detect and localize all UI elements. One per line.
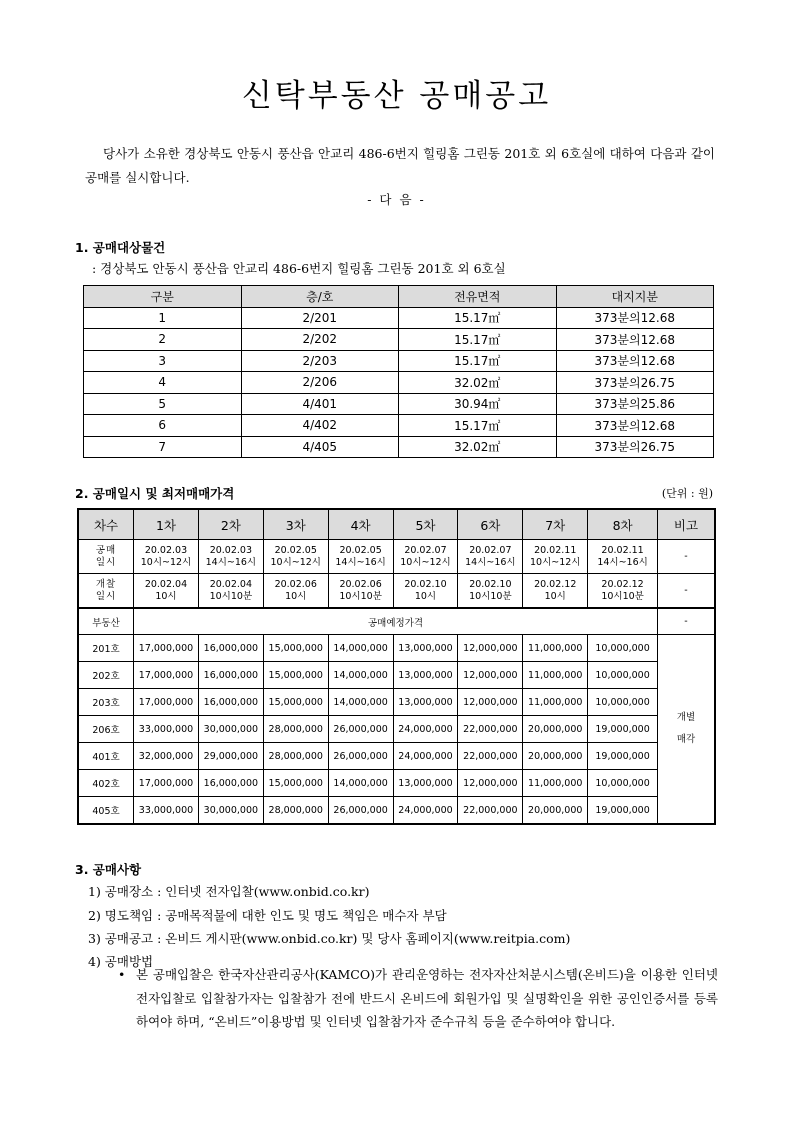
table-cell: 3 xyxy=(84,350,242,372)
price-cell: 20,000,000 xyxy=(523,743,588,770)
col-header: 차수 xyxy=(78,509,134,540)
col-header: 7차 xyxy=(523,509,588,540)
list-item: 4) 공매방법 xyxy=(88,954,154,969)
schedule-cell xyxy=(393,574,458,609)
price-cell: 15,000,000 xyxy=(263,689,328,716)
price-cell: 10,000,000 xyxy=(588,635,658,662)
unit-label: 405호 xyxy=(78,797,134,825)
table-row xyxy=(84,307,714,329)
schedule-time: 10시 xyxy=(544,590,566,602)
price-cell: 24,000,000 xyxy=(393,797,458,825)
table-row xyxy=(84,415,714,437)
schedule-time: 10시10분 xyxy=(469,590,512,602)
schedule-time: 14시~16시 xyxy=(335,556,386,568)
price-cell: 24,000,000 xyxy=(393,743,458,770)
note-cell: - xyxy=(657,540,715,574)
schedule-cell xyxy=(523,574,588,609)
table-cell: 4/402 xyxy=(241,415,399,437)
table-cell: 32.02㎡ xyxy=(399,372,557,394)
price-cell: 14,000,000 xyxy=(328,635,393,662)
table-row xyxy=(78,635,715,662)
schedule-time: 14시~16시 xyxy=(597,556,648,568)
unit-label: 401호 xyxy=(78,743,134,770)
price-cell: 10,000,000 xyxy=(588,689,658,716)
col-header: 비고 xyxy=(657,509,715,540)
price-cell: 33,000,000 xyxy=(134,797,199,825)
price-cell: 22,000,000 xyxy=(458,716,523,743)
table-row xyxy=(84,372,714,394)
table-cell: 2 xyxy=(84,329,242,351)
price-cell: 15,000,000 xyxy=(263,770,328,797)
table-cell: 373분의26.75 xyxy=(556,436,714,458)
schedule-date: 20.02.04 xyxy=(209,578,253,590)
schedule-time: 10시~12시 xyxy=(140,556,192,568)
price-cell: 11,000,000 xyxy=(523,689,588,716)
price-cell: 15,000,000 xyxy=(263,635,328,662)
price-cell: 11,000,000 xyxy=(523,662,588,689)
list-item: 1) 공매장소 : 인터넷 전자입찰(www.onbid.co.kr) xyxy=(88,884,370,899)
table-cell: 4/401 xyxy=(241,393,399,415)
price-cell: 12,000,000 xyxy=(458,770,523,797)
price-cell: 22,000,000 xyxy=(458,797,523,825)
price-cell: 29,000,000 xyxy=(198,743,263,770)
schedule-cell xyxy=(263,540,328,574)
schedule-date: 20.02.12 xyxy=(534,578,577,590)
price-cell: 30,000,000 xyxy=(198,716,263,743)
schedule-cell xyxy=(198,574,263,609)
dageum-label: - 다 음 - xyxy=(367,192,426,207)
bullet-text: 본 공매입찰은 한국자산관리공사(KAMCO)가 관리운영하는 전자자산처분시스템(온비드)을 이용한 인터넷 전자입찰로 입찰참가자는 입찰참가 전에 반드시 온비드에 회원가입 및 실명확인을 위한 공인인증서를 등록하여야 하며, “온비드”이용방법 및 인터넷 입찰참가자 준수규칙 등을 준수하여야 합니다. xyxy=(136,967,718,1029)
table-row xyxy=(84,393,714,415)
price-cell: 15,000,000 xyxy=(263,662,328,689)
price-cell: 12,000,000 xyxy=(458,662,523,689)
table-cell: 6 xyxy=(84,415,242,437)
price-cell: 32,000,000 xyxy=(134,743,199,770)
table-cell: 373분의25.86 xyxy=(556,393,714,415)
schedule-time: 10시10분 xyxy=(209,590,253,602)
table-cell: 15.17㎡ xyxy=(399,350,557,372)
col-header: 8차 xyxy=(588,509,658,540)
table-cell: 373분의12.68 xyxy=(556,415,714,437)
price-cell: 26,000,000 xyxy=(328,716,393,743)
section2-heading: 2. 공매일시 및 최저매매가격 xyxy=(75,486,235,501)
schedule-time: 10시 xyxy=(414,590,437,602)
price-cell: 11,000,000 xyxy=(523,635,588,662)
table-cell: 7 xyxy=(84,436,242,458)
auction-schedule-row xyxy=(78,540,715,574)
price-table xyxy=(77,508,716,825)
schedule-time: 10시~12시 xyxy=(529,556,581,568)
table-cell: 32.02㎡ xyxy=(399,436,557,458)
table-row xyxy=(78,797,715,825)
schedule-date: 20.02.03 xyxy=(144,544,188,556)
price-cell: 16,000,000 xyxy=(198,662,263,689)
price-cell: 13,000,000 xyxy=(393,635,458,662)
section1-address: : 경상북도 안동시 풍산읍 안교리 486-6번지 힐링홈 그린동 201호 외 6호실 xyxy=(92,261,506,276)
schedule-cell xyxy=(393,540,458,574)
schedule-time: 14시~16시 xyxy=(465,556,516,568)
col-header: 5차 xyxy=(393,509,458,540)
table-cell: 15.17㎡ xyxy=(399,329,557,351)
schedule-date: 20.02.10 xyxy=(469,578,512,590)
price-cell: 11,000,000 xyxy=(523,770,588,797)
schedule-time: 10시10분 xyxy=(601,590,644,602)
col-header: 6차 xyxy=(458,509,523,540)
price-subheader-row xyxy=(78,608,715,635)
schedule-cell xyxy=(134,574,199,609)
price-cell: 20,000,000 xyxy=(523,716,588,743)
table-cell: 373분의12.68 xyxy=(556,307,714,329)
price-cell: 16,000,000 xyxy=(198,770,263,797)
table-row xyxy=(78,689,715,716)
table-cell: 2/203 xyxy=(241,350,399,372)
price-cell: 12,000,000 xyxy=(458,635,523,662)
section1-heading: 1. 공매대상물건 xyxy=(75,240,166,255)
note-cell: - xyxy=(657,608,715,635)
schedule-cell xyxy=(458,574,523,609)
schedule-cell xyxy=(458,540,523,574)
table-row xyxy=(84,350,714,372)
table-row xyxy=(78,770,715,797)
price-cell: 10,000,000 xyxy=(588,662,658,689)
section3-heading: 3. 공매사항 xyxy=(75,862,142,877)
table-row xyxy=(84,329,714,351)
price-cell: 14,000,000 xyxy=(328,662,393,689)
unit-label: 206호 xyxy=(78,716,134,743)
row-label-line: 개찰 xyxy=(95,578,117,590)
price-cell: 33,000,000 xyxy=(134,716,199,743)
schedule-date: 20.02.11 xyxy=(534,544,577,556)
col-header: 층/호 xyxy=(241,286,399,308)
row-label: 부동산 xyxy=(78,608,134,635)
price-cell: 12,000,000 xyxy=(458,689,523,716)
bullet-paragraph xyxy=(118,963,718,1034)
schedule-cell xyxy=(588,574,658,609)
unit-label: (단위 : 원) xyxy=(661,487,713,500)
price-cell: 14,000,000 xyxy=(328,770,393,797)
price-cell: 13,000,000 xyxy=(393,770,458,797)
row-label-line: 일시 xyxy=(95,590,117,602)
unit-label: 201호 xyxy=(78,635,134,662)
col-header: 대지지분 xyxy=(556,286,714,308)
price-cell: 28,000,000 xyxy=(263,716,328,743)
col-header: 2차 xyxy=(198,509,263,540)
schedule-time: 10시~12시 xyxy=(400,556,451,568)
schedule-date: 20.02.11 xyxy=(601,544,644,556)
table-cell: 1 xyxy=(84,307,242,329)
price-cell: 16,000,000 xyxy=(198,689,263,716)
schedule-time: 14시~16시 xyxy=(205,556,257,568)
schedule-cell xyxy=(134,540,199,574)
price-cell: 22,000,000 xyxy=(458,743,523,770)
row-label xyxy=(78,540,134,574)
price-cell: 24,000,000 xyxy=(393,716,458,743)
list-item: 2) 명도책임 : 공매목적물에 대한 인도 및 명도 책임은 매수자 부담 xyxy=(88,908,447,923)
bullet-icon: • xyxy=(118,967,126,982)
schedule-date: 20.02.12 xyxy=(601,578,644,590)
row-label-line: 공매 xyxy=(95,544,117,556)
unit-label: 402호 xyxy=(78,770,134,797)
table-cell: 4 xyxy=(84,372,242,394)
table-cell: 15.17㎡ xyxy=(399,415,557,437)
table-cell: 5 xyxy=(84,393,242,415)
price-note-line: 개별 xyxy=(676,712,696,723)
property-table-header xyxy=(84,286,714,308)
price-cell: 26,000,000 xyxy=(328,797,393,825)
price-cell: 30,000,000 xyxy=(198,797,263,825)
row-label xyxy=(78,574,134,609)
table-cell: 373분의12.68 xyxy=(556,329,714,351)
schedule-date: 20.02.03 xyxy=(209,544,253,556)
table-cell: 2/206 xyxy=(241,372,399,394)
schedule-date: 20.02.10 xyxy=(404,578,447,590)
price-cell: 17,000,000 xyxy=(134,635,199,662)
table-cell: 373분의26.75 xyxy=(556,372,714,394)
row-label-line: 일시 xyxy=(95,556,117,568)
table-row xyxy=(84,436,714,458)
price-cell: 19,000,000 xyxy=(588,716,658,743)
price-note-line: 매각 xyxy=(676,734,696,745)
schedule-cell xyxy=(328,574,393,609)
page-title: 신탁부동산 공매공고 xyxy=(241,78,552,114)
price-cell: 20,000,000 xyxy=(523,797,588,825)
schedule-time: 10시10분 xyxy=(339,590,382,602)
schedule-cell xyxy=(263,574,328,609)
price-cell: 13,000,000 xyxy=(393,662,458,689)
table-row xyxy=(78,662,715,689)
table-cell: 373분의12.68 xyxy=(556,350,714,372)
schedule-cell xyxy=(523,540,588,574)
table-cell: 2/202 xyxy=(241,329,399,351)
schedule-cell xyxy=(588,540,658,574)
schedule-cell xyxy=(328,540,393,574)
schedule-date: 20.02.06 xyxy=(339,578,382,590)
schedule-date: 20.02.04 xyxy=(144,578,188,590)
price-cell: 13,000,000 xyxy=(393,689,458,716)
table-cell: 15.17㎡ xyxy=(399,307,557,329)
price-cell: 17,000,000 xyxy=(134,689,199,716)
table-cell: 30.94㎡ xyxy=(399,393,557,415)
price-cell: 19,000,000 xyxy=(588,797,658,825)
price-cell: 28,000,000 xyxy=(263,743,328,770)
col-header: 구분 xyxy=(84,286,242,308)
price-cell: 26,000,000 xyxy=(328,743,393,770)
table-row xyxy=(78,743,715,770)
schedule-date: 20.02.07 xyxy=(404,544,447,556)
col-header: 4차 xyxy=(328,509,393,540)
opening-schedule-row xyxy=(78,574,715,609)
col-header: 1차 xyxy=(134,509,199,540)
price-cell: 17,000,000 xyxy=(134,662,199,689)
price-subheader: 공매예정가격 xyxy=(134,608,658,635)
table-row xyxy=(78,716,715,743)
col-header: 전유면적 xyxy=(399,286,557,308)
price-cell: 10,000,000 xyxy=(588,770,658,797)
col-header: 3차 xyxy=(263,509,328,540)
schedule-time: 10시 xyxy=(285,590,307,602)
schedule-cell xyxy=(198,540,263,574)
price-cell: 28,000,000 xyxy=(263,797,328,825)
schedule-time: 10시~12시 xyxy=(270,556,321,568)
price-note xyxy=(657,635,715,825)
table-cell: 4/405 xyxy=(241,436,399,458)
list-item: 3) 공매공고 : 온비드 게시판(www.onbid.co.kr) 및 당사 홈페이지(www.reitpia.com) xyxy=(88,931,571,946)
price-cell: 16,000,000 xyxy=(198,635,263,662)
property-table xyxy=(83,285,714,458)
intro-paragraph: 당사가 소유한 경상북도 안동시 풍산읍 안교리 486-6번지 힐링홈 그린동 201호 외 6호실에 대하여 다음과 같이 공매를 실시합니다. xyxy=(85,146,715,185)
price-cell: 14,000,000 xyxy=(328,689,393,716)
unit-label: 203호 xyxy=(78,689,134,716)
unit-label: 202호 xyxy=(78,662,134,689)
price-cell: 19,000,000 xyxy=(588,743,658,770)
schedule-time: 10시 xyxy=(155,590,177,602)
price-cell: 17,000,000 xyxy=(134,770,199,797)
table-cell: 2/201 xyxy=(241,307,399,329)
note-cell: - xyxy=(657,574,715,609)
schedule-date: 20.02.06 xyxy=(274,578,317,590)
price-table-header xyxy=(78,509,715,540)
schedule-date: 20.02.05 xyxy=(274,544,317,556)
schedule-date: 20.02.07 xyxy=(469,544,512,556)
schedule-date: 20.02.05 xyxy=(339,544,382,556)
